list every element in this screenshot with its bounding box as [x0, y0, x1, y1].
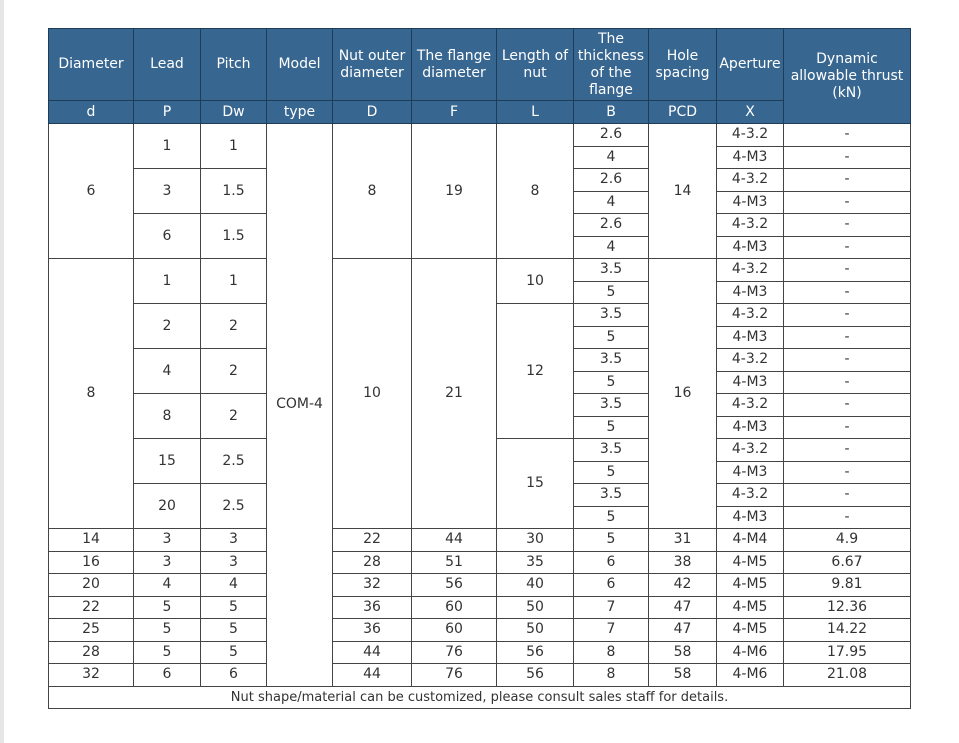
cell-thrust: -	[784, 191, 911, 214]
cell-b: 5	[574, 529, 649, 552]
header-model: Model	[267, 29, 333, 101]
cell-x: 4-M3	[717, 506, 784, 529]
cell-thrust: 6.67	[784, 551, 911, 574]
header-length-of-nut: Length of nut	[497, 29, 574, 101]
table-body	[49, 124, 911, 687]
cell-b: 2.6	[574, 169, 649, 192]
cell-l: 50	[497, 596, 574, 619]
cell-thrust: 17.95	[784, 641, 911, 664]
symbol-d: d	[49, 101, 134, 124]
table-row	[49, 551, 911, 574]
cell-b: 3.5	[574, 259, 649, 282]
cell-p: 4	[134, 574, 201, 597]
cell-x: 4-M3	[717, 191, 784, 214]
cell-p: 15	[134, 439, 201, 484]
cell-outer-d: 22	[333, 529, 412, 552]
cell-p: 5	[134, 641, 201, 664]
cell-dw: 1.5	[201, 169, 267, 214]
cell-dw: 5	[201, 641, 267, 664]
symbol-row	[49, 101, 911, 124]
cell-thrust: -	[784, 349, 911, 372]
header-lead: Lead	[134, 29, 201, 101]
cell-outer-d: 8	[333, 124, 412, 259]
cell-p: 4	[134, 349, 201, 394]
cell-b: 5	[574, 281, 649, 304]
cell-p: 3	[134, 169, 201, 214]
cell-b: 6	[574, 551, 649, 574]
cell-thrust: -	[784, 416, 911, 439]
cell-l: 50	[497, 619, 574, 642]
cell-x: 4-M6	[717, 664, 784, 687]
header-dynamic-thrust: Dynamic allowable thrust (kN)	[784, 29, 911, 124]
cell-x: 4-3.2	[717, 349, 784, 372]
cell-f: 51	[412, 551, 497, 574]
table-row	[49, 619, 911, 642]
cell-p: 1	[134, 259, 201, 304]
table-header	[49, 29, 911, 124]
cell-outer-d: 44	[333, 641, 412, 664]
cell-x: 4-M5	[717, 551, 784, 574]
cell-model: COM-4	[267, 124, 333, 687]
cell-pcd: 47	[649, 596, 717, 619]
cell-b: 6	[574, 574, 649, 597]
cell-p: 5	[134, 619, 201, 642]
cell-thrust: -	[784, 281, 911, 304]
cell-x: 4-M6	[717, 641, 784, 664]
cell-b: 4	[574, 146, 649, 169]
table-footer	[49, 686, 911, 709]
footer-note: Nut shape/material can be customized, please consult sales staff for details.	[49, 686, 911, 709]
spec-table	[48, 28, 911, 709]
cell-dw: 4	[201, 574, 267, 597]
table-row	[49, 596, 911, 619]
cell-dw: 2	[201, 394, 267, 439]
cell-b: 3.5	[574, 394, 649, 417]
cell-d: 20	[49, 574, 134, 597]
table-row	[49, 529, 911, 552]
cell-pcd: 38	[649, 551, 717, 574]
cell-thrust: -	[784, 506, 911, 529]
cell-p: 1	[134, 124, 201, 169]
cell-thrust: 14.22	[784, 619, 911, 642]
header-row	[49, 29, 911, 101]
cell-x: 4-M5	[717, 619, 784, 642]
cell-x: 4-3.2	[717, 169, 784, 192]
header-nut-outer-diameter: Nut outer diameter	[333, 29, 412, 101]
cell-p: 8	[134, 394, 201, 439]
cell-x: 4-M3	[717, 146, 784, 169]
cell-b: 8	[574, 641, 649, 664]
cell-d: 32	[49, 664, 134, 687]
cell-f: 56	[412, 574, 497, 597]
cell-dw: 2	[201, 304, 267, 349]
cell-x: 4-3.2	[717, 304, 784, 327]
cell-thrust: -	[784, 394, 911, 417]
cell-b: 3.5	[574, 484, 649, 507]
symbol-dw: Dw	[201, 101, 267, 124]
symbol-b: B	[574, 101, 649, 124]
cell-b: 3.5	[574, 439, 649, 462]
cell-f: 21	[412, 259, 497, 529]
cell-l: 10	[497, 259, 574, 304]
cell-d: 16	[49, 551, 134, 574]
cell-dw: 1.5	[201, 214, 267, 259]
cell-thrust: -	[784, 461, 911, 484]
cell-l: 35	[497, 551, 574, 574]
cell-b: 7	[574, 619, 649, 642]
cell-l: 56	[497, 641, 574, 664]
cell-x: 4-M3	[717, 236, 784, 259]
table-row	[49, 664, 911, 687]
cell-thrust: -	[784, 146, 911, 169]
table-row	[49, 259, 911, 282]
cell-outer-d: 10	[333, 259, 412, 529]
cell-l: 30	[497, 529, 574, 552]
cell-d: 22	[49, 596, 134, 619]
cell-thrust: -	[784, 169, 911, 192]
cell-thrust: 21.08	[784, 664, 911, 687]
cell-thrust: 4.9	[784, 529, 911, 552]
cell-b: 4	[574, 236, 649, 259]
cell-thrust: -	[784, 484, 911, 507]
header-flange-thickness: The thickness of the flange	[574, 29, 649, 101]
cell-b: 4	[574, 191, 649, 214]
symbol-pcd: PCD	[649, 101, 717, 124]
cell-pcd: 16	[649, 259, 717, 529]
cell-d: 6	[49, 124, 134, 259]
header-hole-spacing: Hole spacing	[649, 29, 717, 101]
cell-f: 60	[412, 619, 497, 642]
table-row	[49, 124, 911, 147]
cell-x: 4-M5	[717, 596, 784, 619]
table-row	[49, 641, 911, 664]
cell-x: 4-3.2	[717, 394, 784, 417]
cell-thrust: -	[784, 259, 911, 282]
cell-x: 4-3.2	[717, 439, 784, 462]
cell-b: 5	[574, 371, 649, 394]
cell-dw: 1	[201, 124, 267, 169]
cell-p: 20	[134, 484, 201, 529]
cell-x: 4-M3	[717, 461, 784, 484]
cell-thrust: -	[784, 439, 911, 462]
cell-b: 7	[574, 596, 649, 619]
cell-x: 4-3.2	[717, 124, 784, 147]
cell-p: 5	[134, 596, 201, 619]
cell-x: 4-M4	[717, 529, 784, 552]
cell-dw: 3	[201, 529, 267, 552]
cell-l: 8	[497, 124, 574, 259]
cell-dw: 2	[201, 349, 267, 394]
cell-d: 25	[49, 619, 134, 642]
cell-p: 6	[134, 214, 201, 259]
cell-outer-d: 44	[333, 664, 412, 687]
cell-b: 5	[574, 506, 649, 529]
footer-row	[49, 686, 911, 709]
symbol-type: type	[267, 101, 333, 124]
cell-x: 4-M5	[717, 574, 784, 597]
cell-outer-d: 32	[333, 574, 412, 597]
cell-f: 76	[412, 641, 497, 664]
cell-l: 12	[497, 304, 574, 439]
cell-dw: 6	[201, 664, 267, 687]
cell-d: 28	[49, 641, 134, 664]
cell-pcd: 58	[649, 641, 717, 664]
cell-pcd: 42	[649, 574, 717, 597]
cell-b: 5	[574, 461, 649, 484]
symbol-x: X	[717, 101, 784, 124]
cell-b: 5	[574, 326, 649, 349]
cell-pcd: 58	[649, 664, 717, 687]
cell-pcd: 14	[649, 124, 717, 259]
cell-pcd: 31	[649, 529, 717, 552]
cell-f: 76	[412, 664, 497, 687]
cell-x: 4-M3	[717, 326, 784, 349]
cell-p: 3	[134, 529, 201, 552]
header-diameter: Diameter	[49, 29, 134, 101]
cell-b: 3.5	[574, 304, 649, 327]
cell-thrust: -	[784, 124, 911, 147]
cell-thrust: 9.81	[784, 574, 911, 597]
cell-thrust: -	[784, 236, 911, 259]
cell-dw: 1	[201, 259, 267, 304]
cell-thrust: -	[784, 326, 911, 349]
cell-b: 2.6	[574, 214, 649, 237]
cell-p: 6	[134, 664, 201, 687]
cell-l: 40	[497, 574, 574, 597]
cell-dw: 5	[201, 596, 267, 619]
symbol-l: L	[497, 101, 574, 124]
window-edge	[0, 0, 4, 743]
cell-x: 4-3.2	[717, 259, 784, 282]
cell-x: 4-M3	[717, 281, 784, 304]
cell-l: 56	[497, 664, 574, 687]
table-row	[49, 574, 911, 597]
cell-f: 60	[412, 596, 497, 619]
cell-b: 5	[574, 416, 649, 439]
cell-x: 4-M3	[717, 371, 784, 394]
cell-b: 3.5	[574, 349, 649, 372]
cell-f: 44	[412, 529, 497, 552]
cell-l: 15	[497, 439, 574, 529]
cell-b: 2.6	[574, 124, 649, 147]
cell-thrust: 12.36	[784, 596, 911, 619]
cell-x: 4-3.2	[717, 214, 784, 237]
header-pitch: Pitch	[201, 29, 267, 101]
symbol-f: F	[412, 101, 497, 124]
cell-outer-d: 36	[333, 619, 412, 642]
cell-f: 19	[412, 124, 497, 259]
symbol-p: P	[134, 101, 201, 124]
cell-pcd: 47	[649, 619, 717, 642]
symbol-outer-d: D	[333, 101, 412, 124]
cell-thrust: -	[784, 304, 911, 327]
cell-d: 14	[49, 529, 134, 552]
cell-x: 4-3.2	[717, 484, 784, 507]
cell-dw: 3	[201, 551, 267, 574]
cell-p: 2	[134, 304, 201, 349]
cell-thrust: -	[784, 371, 911, 394]
cell-b: 8	[574, 664, 649, 687]
cell-outer-d: 36	[333, 596, 412, 619]
cell-dw: 2.5	[201, 484, 267, 529]
cell-outer-d: 28	[333, 551, 412, 574]
header-flange-diameter: The flange diameter	[412, 29, 497, 101]
cell-thrust: -	[784, 214, 911, 237]
cell-p: 3	[134, 551, 201, 574]
cell-x: 4-M3	[717, 416, 784, 439]
cell-dw: 5	[201, 619, 267, 642]
cell-dw: 2.5	[201, 439, 267, 484]
cell-d: 8	[49, 259, 134, 529]
header-aperture: Aperture	[717, 29, 784, 101]
